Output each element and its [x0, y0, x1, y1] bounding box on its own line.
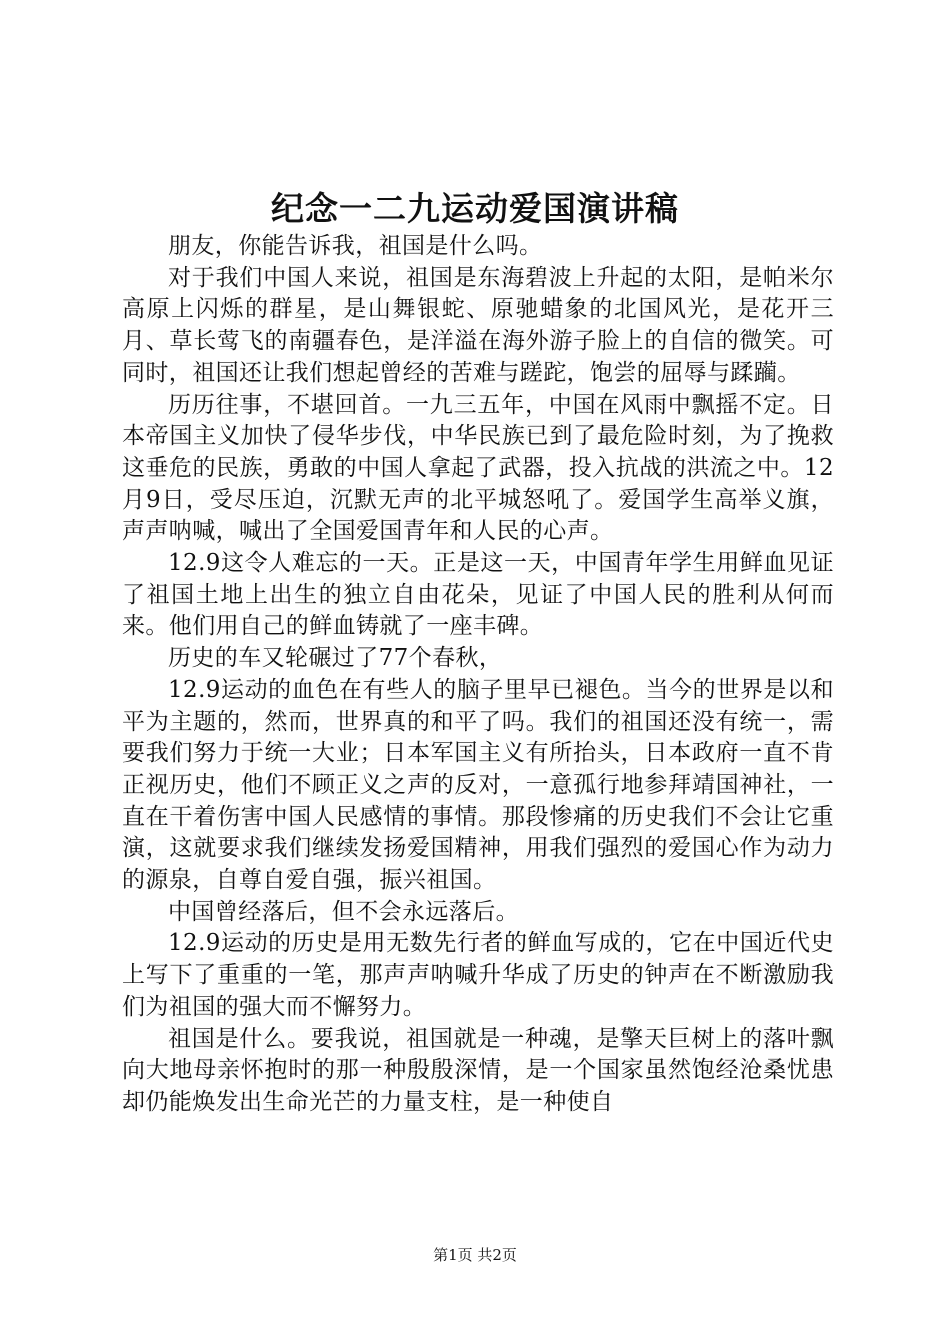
paragraph: 12.9运动的血色在有些人的脑子里早已褪色。当今的世界是以和平为主题的，然而，世界真的和平了吗。我们的祖国还没有统一，需要我们努力于统一大业；日本军国主义有所抬头，日本政府一直不肯正视历史，他们不顾正义之声的反对，一意孤行地参拜靖国神社，一直在干着伤害中国人民感情的事情。那段惨痛的历史我们不会让它重演，这就要求我们继续发扬爱国精神，用我们强烈的爱国心作为动力的源泉，自尊自爱自强，振兴祖国。 — [122, 676, 834, 894]
document-body — [122, 231, 834, 1119]
paragraph: 历史的车又轮碾过了77个春秋， — [168, 645, 503, 672]
paragraph: 12.9运动的历史是用无数先行者的鲜血写成的，它在中国近代史上写下了重重的一笔，那声声呐喊升华成了历史的钟声在不断激励我们为祖国的强大而不懈努力。 — [122, 930, 834, 1020]
paragraph: 朋友，你能告诉我，祖国是什么吗。 — [168, 233, 543, 259]
paragraph: 12.9这令人难忘的一天。正是这一天，中国青年学生用鲜血见证了祖国土地上出生的独立自由花朵，见证了中国人民的胜利从何而来。他们用自己的鲜血铸就了一座丰碑。 — [122, 550, 834, 640]
paragraph: 历历往事，不堪回首。一九三五年，中国在风雨中飘摇不定。日本帝国主义加快了侵华步伐，中华民族已到了最危险时刻，为了挽救这垂危的民族，勇敢的中国人拿起了武器，投入抗战的洪流之中。12月9日，受尽压迫，沉默无声的北平城怒吼了。爱国学生高举义旗，声声呐喊，喊出了全国爱国青年和人民的心声。 — [122, 391, 834, 545]
paragraph: 中国曾经落后，但不会永远落后。 — [168, 898, 519, 925]
page-number-footer: 第1页 共2页 — [433, 1246, 517, 1264]
paragraph: 祖国是什么。要我说，祖国就是一种魂，是擎天巨树上的落叶飘向大地母亲怀抱时的那一种殷殷深情，是一个国家虽然饱经沧桑忧患却仍能焕发出生命光芒的力量支柱，是一种使自 — [122, 1025, 834, 1115]
document-title: 纪念一二九运动爱国演讲稿 — [271, 189, 679, 228]
paragraph: 对于我们中国人来说，祖国是东海碧波上升起的太阳，是帕米尔高原上闪烁的群星，是山舞银蛇、原驰蜡象的北国风光，是花开三月、草长莺飞的南疆春色，是洋溢在海外游子脸上的自信的微笑。可同时，祖国还让我们想起曾经的苦难与蹉跎，饱尝的屈辱与蹂躏。 — [122, 264, 834, 386]
